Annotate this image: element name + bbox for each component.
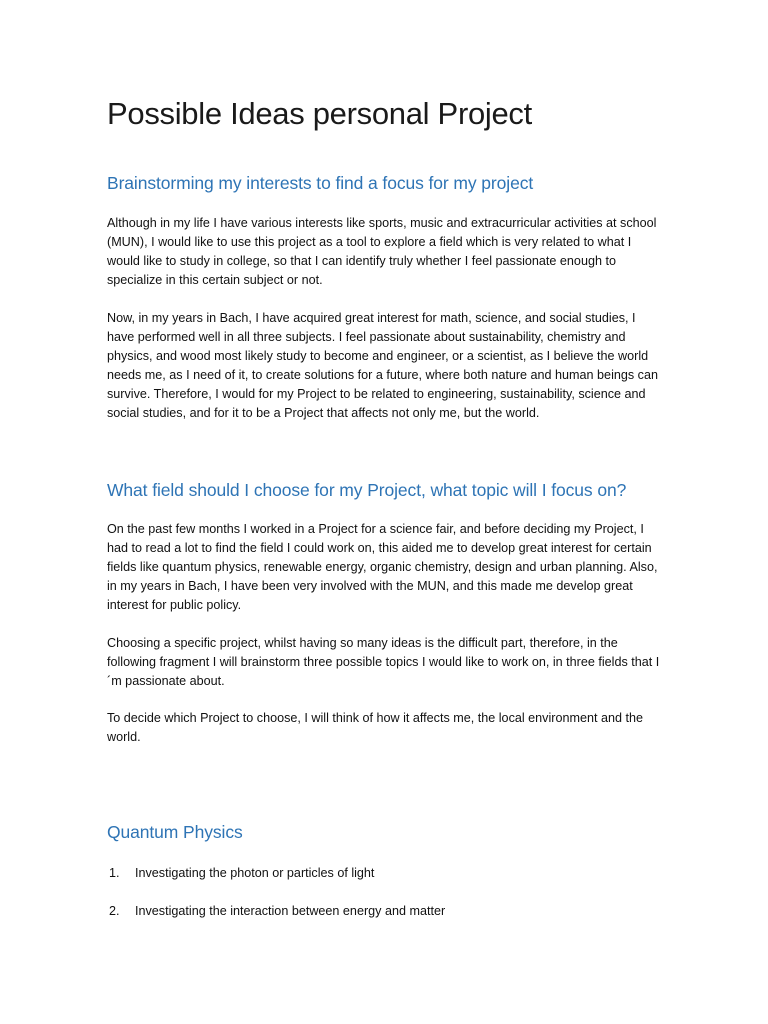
list-item-number: 1. <box>109 866 120 880</box>
paragraph: Now, in my years in Bach, I have acquired great interest for math, science, and social studies, I have performed well in all three subjects. I feel passionate about sustainability, chemistry and physics, and wood most likely study to become and engineer, or a scientist, as I believe the world needs me, as I need of it, to create solutions for a future, where both nature and human beings can survive. Therefore, I would for my Project to be related to engineering, sustainability, science and social studies, and for it to be a Project that affects not only me, but the world. <box>107 311 658 420</box>
paragraph: To decide which Project to choose, I will think of how it affects me, the local environment and the world. <box>107 711 643 744</box>
list-item-text: Investigating the interaction between energy and matter <box>135 904 446 918</box>
section-heading-quantum-physics: Quantum Physics <box>107 822 243 842</box>
list-item-text: Investigating the photon or particles of light <box>135 866 375 880</box>
document-title: Possible Ideas personal Project <box>107 96 532 131</box>
list-item <box>107 864 374 882</box>
paragraph: Choosing a specific project, whilst having so many ideas is the difficult part, therefore, in the following fragment I will brainstorm three possible topics I would like to work on, in three fields that I´m passionate about. <box>107 636 660 688</box>
section-heading-field-choice: What field should I choose for my Project, what topic will I focus on? <box>107 480 627 500</box>
list-item-number: 2. <box>109 904 120 918</box>
list-item <box>107 902 445 920</box>
paragraph: On the past few months I worked in a Project for a science fair, and before deciding my Project, I had to read a lot to find the field I could work on, this aided me to develop great interest for certain fields like quantum physics, renewable energy, organic chemistry, design and urban planning. Also, in my years in Bach, I have been very involved with the MUN, and this made me develop great interest for public policy. <box>107 522 658 612</box>
section-heading-brainstorming: Brainstorming my interests to find a focus for my project <box>107 173 534 193</box>
paragraph: Although in my life I have various interests like sports, music and extracurricular activities at school (MUN), I would like to use this project as a tool to explore a field which is very related to what I would like to study in college, so that I can identify truly whether I feel passionate enough to specialize in this certain subject or not. <box>107 216 657 287</box>
